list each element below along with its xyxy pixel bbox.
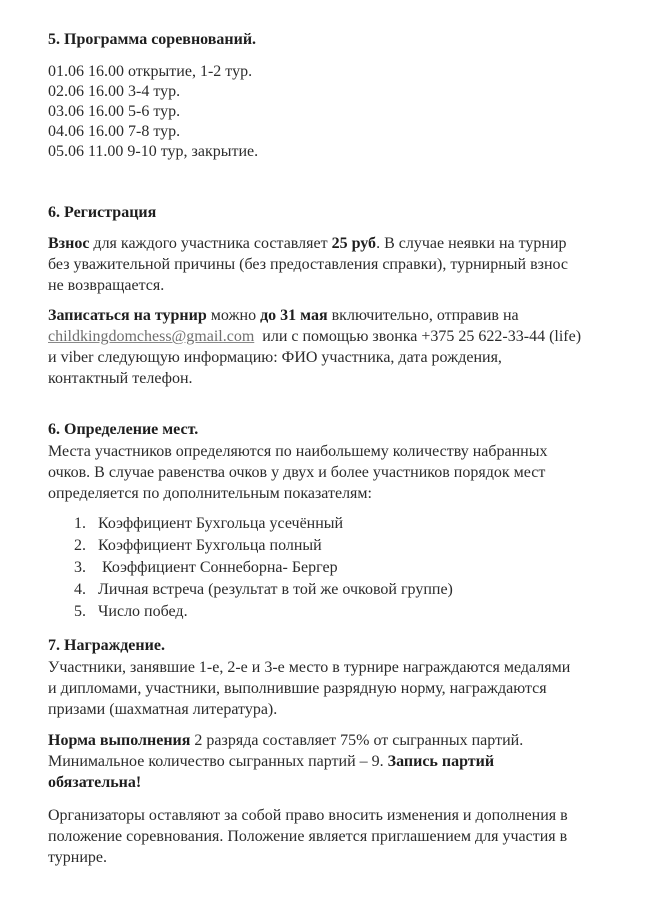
signup-text: можно <box>206 307 261 324</box>
fee-amount: 25 руб <box>331 235 377 252</box>
list-text: Коэффициент Соннеборна- Бергер <box>98 559 338 576</box>
fee-text: для каждого участника составляет <box>89 235 332 252</box>
list-text: Коэффициент Бухгольца полный <box>98 537 322 554</box>
tiebreak-list-item <box>74 558 338 577</box>
final-paragraph-line: турнире. <box>48 849 108 866</box>
section-5-title: 5. Программа соревнований. <box>48 31 257 48</box>
tiebreak-list-item <box>74 536 322 555</box>
list-text: Число побед. <box>98 603 188 620</box>
signup-text: включительно, отправив на <box>327 307 519 324</box>
signup-deadline: до 31 мая <box>260 307 328 324</box>
email-link[interactable]: childkingdomchess@gmail.com <box>48 328 255 345</box>
final-paragraph-line: Организаторы оставляют за собой право вносить изменения и дополнения в <box>48 807 568 824</box>
list-number: 1. <box>74 515 86 532</box>
signup-paragraph-line <box>48 306 519 325</box>
fee-paragraph-line <box>48 234 567 253</box>
tiebreak-list-item <box>74 514 343 533</box>
norm-paragraph-line <box>48 731 523 750</box>
awards-paragraph-line: призами (шахматная литература). <box>48 701 278 718</box>
section-7-title: 7. Награждение. <box>48 637 165 654</box>
tiebreak-list-item <box>74 580 453 599</box>
final-paragraph-line: положение соревнования. Положение является приглашением для участия в <box>48 828 568 845</box>
fee-paragraph-line: не возвращается. <box>48 277 165 294</box>
list-text: Личная встреча (результат в той же очковой группе) <box>98 581 453 598</box>
list-number: 5. <box>74 603 86 620</box>
record-required: Запись партий <box>387 753 495 770</box>
norm-label: Норма выполнения <box>48 732 191 749</box>
norm-paragraph-line <box>48 773 141 792</box>
record-required: обязательна! <box>48 774 142 791</box>
fee-label: Взнос <box>48 235 90 252</box>
signup-paragraph-line: и viber следующую информацию: ФИО участника, дата рождения, <box>48 349 502 366</box>
schedule-item: 02.06 16.00 3-4 тур. <box>48 83 181 100</box>
places-paragraph-line: Места участников определяются по наибольшему количеству набранных <box>48 443 548 460</box>
schedule-item: 03.06 16.00 5-6 тур. <box>48 103 181 120</box>
section-6-places-title: 6. Определение мест. <box>48 421 199 438</box>
places-paragraph-line: определяется по дополнительным показателям: <box>48 485 372 502</box>
section-6-registration-title: 6. Регистрация <box>48 204 157 221</box>
norm-text: 2 разряда составляет 75% от сыгранных партий. <box>190 732 524 749</box>
schedule-item: 01.06 16.00 открытие, 1-2 тур. <box>48 63 253 80</box>
schedule-item: 05.06 11.00 9-10 тур, закрытие. <box>48 143 259 160</box>
norm-paragraph-line <box>48 752 494 771</box>
awards-paragraph-line: и дипломами, участники, выполнившие разрядную норму, награждаются <box>48 680 547 697</box>
list-number: 3. <box>74 559 86 576</box>
list-text: Коэффициент Бухгольца усечённый <box>98 515 344 532</box>
awards-paragraph-line: Участники, занявшие 1-е, 2-е и 3-е место в турнире награждаются медалями <box>48 659 571 676</box>
list-number: 2. <box>74 537 86 554</box>
list-number: 4. <box>74 581 86 598</box>
fee-text: . В случае неявки на турнир <box>376 235 567 252</box>
min-games-text: Минимальное количество сыгранных партий – 9. <box>48 753 388 770</box>
schedule-item: 04.06 16.00 7-8 тур. <box>48 123 181 140</box>
places-paragraph-line: очков. В случае равенства очков у двух и более участников порядок мест <box>48 464 546 481</box>
tiebreak-list-item <box>74 602 188 621</box>
signup-paragraph-line: контактный телефон. <box>48 370 193 387</box>
signup-paragraph-line <box>48 327 581 346</box>
fee-paragraph-line: без уважительной причины (без предоставления справки), турнирный взнос <box>48 256 569 273</box>
signup-label: Записаться на турнир <box>48 307 207 324</box>
phone-text: или с помощью звонка +375 25 622-33-44 (life) <box>254 328 582 345</box>
